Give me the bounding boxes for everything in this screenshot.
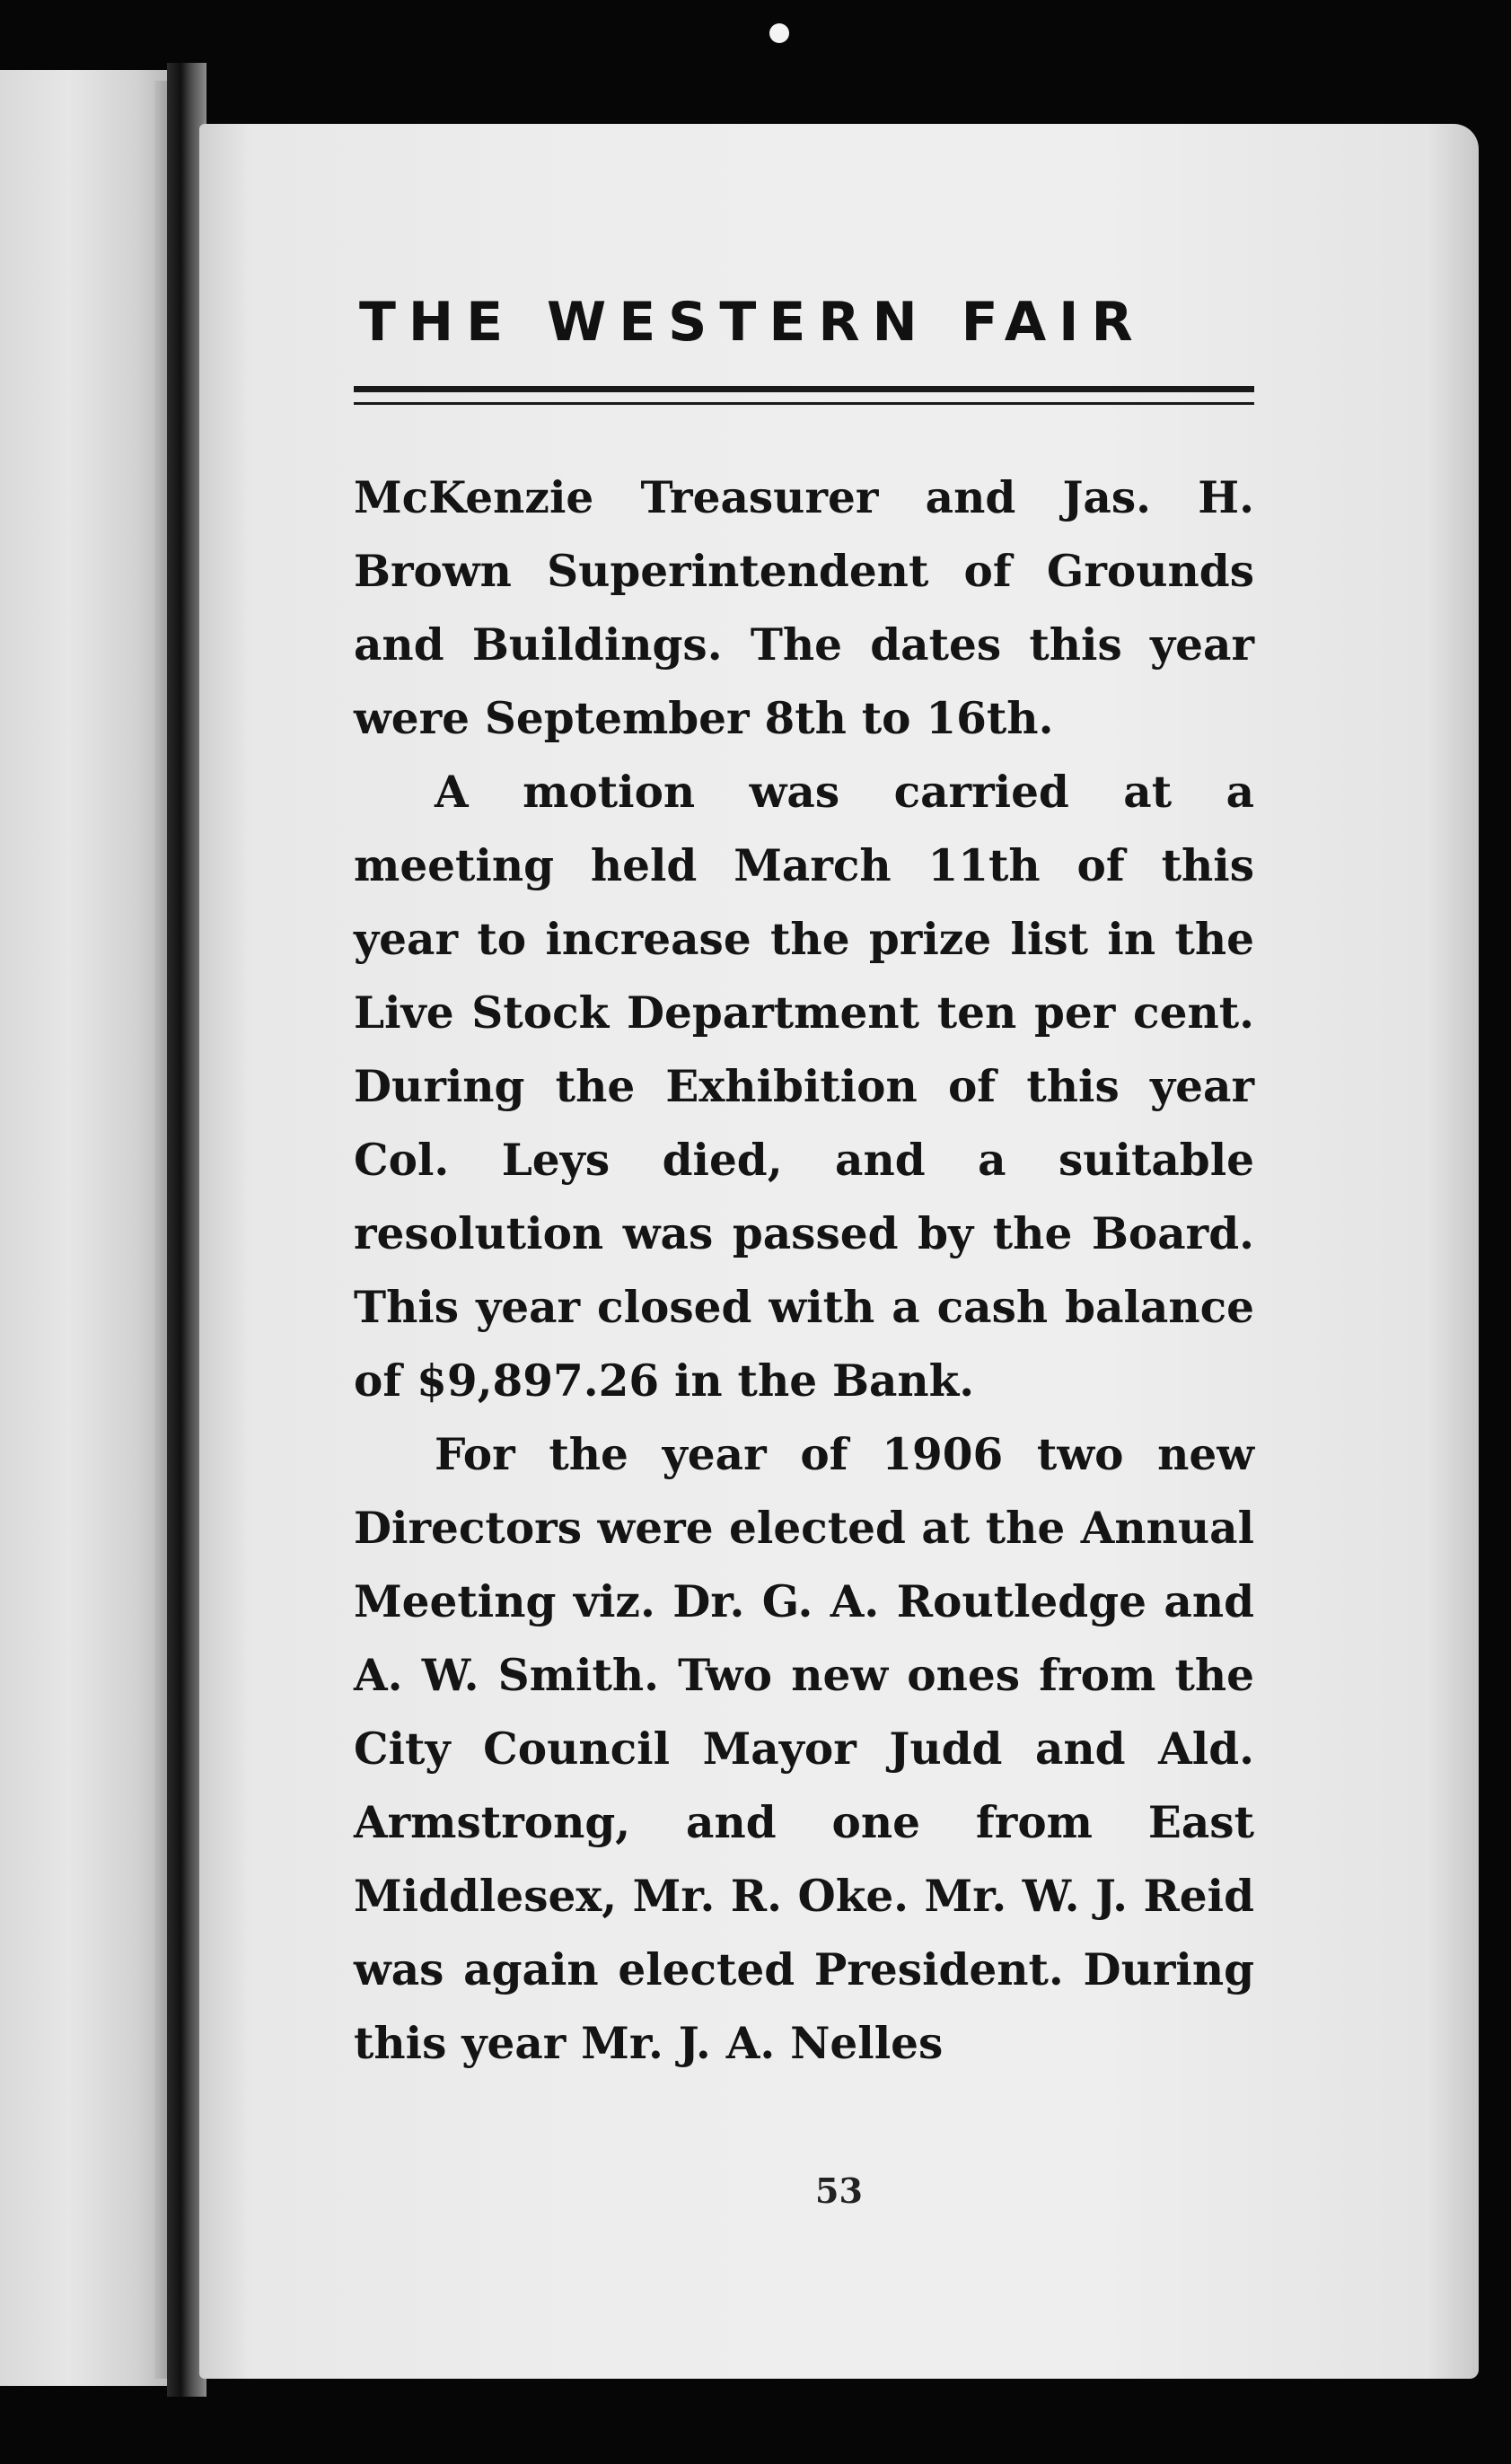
binding-hole (769, 23, 789, 43)
book-page (199, 124, 1479, 2379)
paragraph: A motion was carried at a meeting held March 11th of this year to increase the prize list in the Live Stock Department ten per cent. During the Exhibition of this year Col. Leys died, and a suitable resolution was passed by the Board. This year closed with a cash balance of $9,897.26 in the Bank. (354, 767, 1254, 1407)
page-content (199, 124, 1479, 2379)
running-header: THE WESTERN FAIR (359, 291, 1146, 354)
facing-page-left (0, 70, 171, 2386)
page-number: 53 (815, 2170, 863, 2211)
header-rule-thin (354, 402, 1254, 405)
header-rule-thick (354, 386, 1254, 392)
paragraph: McKenzie Treasurer and Jas. H. Brown Superintendent of Grounds and Buildings. The dates this year were September 8th to 16th. (354, 472, 1254, 744)
body-text (354, 461, 1254, 2081)
paragraph: For the year of 1906 two new Directors were elected at the Annual Meeting viz. Dr. G. A. Routledge and A. W. Smith. Two new ones from the City Council Mayor Judd and Ald. Armstrong, and one from East Middlesex, Mr. R. Oke. Mr. W. J. Reid was again elected President. During this year Mr. J. A. Nelles (354, 1429, 1254, 2069)
